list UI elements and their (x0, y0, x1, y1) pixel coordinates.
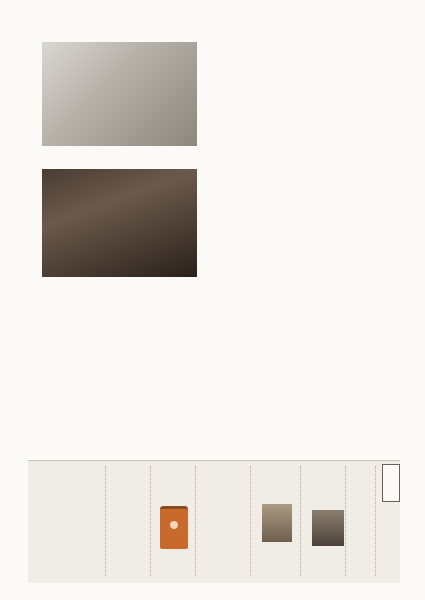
glossary-divider (105, 466, 106, 576)
glossary-entry (30, 464, 64, 578)
glossary-divider (250, 466, 251, 576)
glossary-entry (110, 464, 148, 578)
glossary-divider (345, 466, 346, 576)
sake-cup-photo (42, 42, 197, 146)
orange-tank-icon (160, 506, 188, 549)
glossary-divider (195, 466, 196, 576)
brewery-workers-photo (42, 169, 197, 277)
glossary-divider (150, 466, 151, 576)
brewing-tool-photo (312, 510, 344, 546)
glossary-divider (375, 466, 376, 576)
glossary-divider (300, 466, 301, 576)
koji-room-photo (262, 504, 292, 542)
glossary-entry (200, 464, 248, 578)
glossary-entry (350, 464, 374, 578)
glossary-title (382, 464, 400, 502)
glossary-entry (66, 464, 104, 578)
article-column-middle (202, 36, 382, 98)
bottom-photo-caption (42, 281, 197, 316)
top-photo-caption (202, 104, 272, 140)
